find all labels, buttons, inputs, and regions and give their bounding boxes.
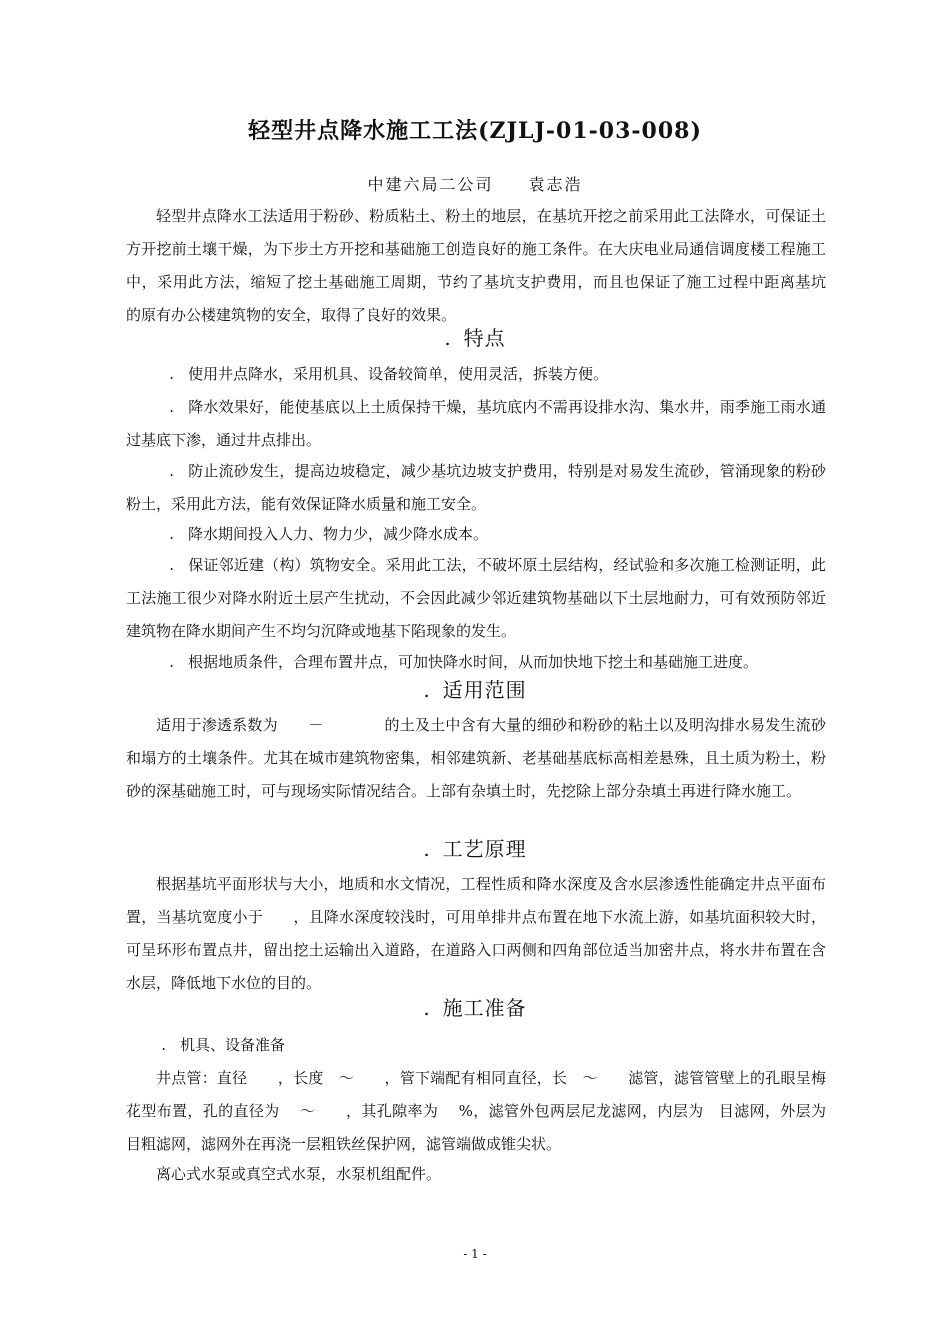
intro-paragraph: 轻型井点降水工法适用于粉砂、粉质粘土、粉土的地层，在基坑开挖之前采用此工法降水，可保证土方开挖前土壤干燥，为下步土方开挖和基础施工创造良好的施工条件。在大庆电业局通信调度楼工程施工中，采用此方法，缩短了挖土基础施工周期，节约了基坑支护费用，而且也保证了施工过程中距离基坑 的原有办公楼建筑物的安全，取得了良好的效果。 <box>126 207 857 324</box>
scope-paragraph: 适用于渗透系数为 － 的土及土中含有大量的细砂和粉砂的粘土以及明沟排水易发生流砂和塌方的土壤条件。尤其在城市建筑物密集，相邻建筑新、老基础基底标高相差悬殊，且土质为粉土，粉砂的深基础施工时，可与现场实际情况结合。上部有杂填土时，先挖除上部分杂填土再进行降水施工。 <box>126 716 826 800</box>
preparation-sub-item: . 机具、设备准备 <box>161 1036 286 1054</box>
section-heading-principle: . 工艺原理 <box>423 837 527 861</box>
feature-item: . 使用井点降水，采用机具、设备较简单，使用灵活，拆装方便。 <box>169 365 609 383</box>
feature-item: . 防止流砂发生，提高边坡稳定，减少基坑边坡支护费用，特别是对易发生流砂，管涌现象的粉砂粉土，采用此方法，能有效保证降水质量和施工安全。 <box>126 462 826 513</box>
feature-item: . 根据地质条件，合理布置井点，可加快降水时间，从而加快地下挖土和基础施工进度。 <box>169 653 759 671</box>
section-heading-scope: . 适用范围 <box>423 678 527 702</box>
section-heading-preparation: . 施工准备 <box>423 996 527 1020</box>
feature-item: . 降水效果好，能使基底以上土质保持干燥，基坑底内不需再设排水沟、集水井，雨季施工雨水通过基底下渗，通过井点排出。 <box>126 398 826 449</box>
feature-item: . 保证邻近建（构）筑物安全。采用此工法，不破坏原土层结构，经试验和多次施工检测证明，此工法施工很少对降水附近土层产生扰动，不会因此减少邻近建筑物基础以下土层地耐力，可有效预防邻近建筑物在降水期间产生不均匀沉降或地基下陷现象的发生。 <box>126 556 826 640</box>
principle-paragraph: 根据基坑平面形状与大小，地质和水文情况，工程性质和降水深度及含水层渗透性能确定井点平面布置，当基坑宽度小于 ，且降水深度较浅时，可用单排井点布置在地下水流上游，如基坑面积较大时，可呈环形布置点井，留出挖土运输出入道路，在道路入口两侧和四角部位适当加密井点，将水井布置在含水层，降低地下水位的目的。 <box>126 875 826 992</box>
author-name: 袁志浩 <box>528 175 583 194</box>
author-line <box>0 172 950 195</box>
author-organization: 中建六局二公司 <box>367 175 494 194</box>
pump-paragraph: 离心式水泵或真空式水泵，水泵机组配件。 <box>156 1165 442 1183</box>
document-title: 轻型井点降水施工工法(ZJLJ-01-03-008) <box>248 118 702 144</box>
section-heading-features: . 特点 <box>444 326 506 350</box>
feature-item: . 降水期间投入人力、物力少，减少降水成本。 <box>169 525 489 543</box>
wellpipe-paragraph: 井点管：直径 ，长度 ～ ，管下端配有相同直径，长 ～ 滤管，滤管管壁上的孔眼呈梅花型布置，孔的直径为 ～ ，其孔隙率为 %，滤管外包两层尼龙滤网，内层为 目滤网，外层为 目粗滤网，滤网外在再浇一层粗铁丝保护网，滤管端做成锥尖状。 <box>126 1069 846 1153</box>
page-number: - 1 - <box>463 1247 487 1261</box>
